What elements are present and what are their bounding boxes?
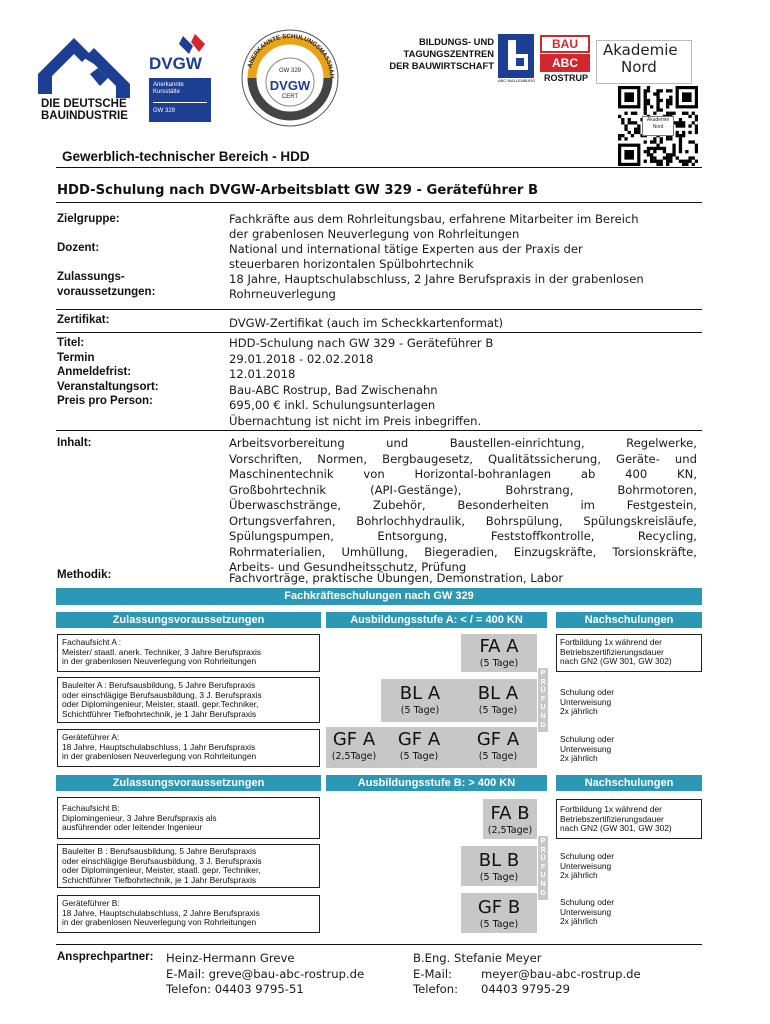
- inhalt-line8: Rohrmaterialien, Umhüllung, Biegeradien, Einzugskräfte, Torsionskräfte,: [229, 544, 697, 559]
- qr-badge-line1: Akademie: [646, 117, 670, 123]
- a-nach-row2: [560, 688, 614, 717]
- b-nach1-line1: Fortbildung 1x während der: [560, 804, 662, 814]
- a-pruefung-n: N: [540, 712, 546, 720]
- b-nach-row2: [560, 852, 614, 881]
- contact2-email-label: E-Mail:: [413, 966, 452, 981]
- b-row2-line2: oder einschlägige Berufsausbildung, 3 J. Berufspraxis: [62, 855, 262, 866]
- bauindustrie-line2: BAUINDUSTRIE: [41, 110, 128, 122]
- b-pruefung-strip: [538, 836, 548, 900]
- dvgw-logo: [143, 34, 215, 124]
- a-block-gf3: [460, 729, 536, 763]
- label-ansprechpartner: Ansprechpartner:: [57, 951, 154, 963]
- a-nach2-line1: Schulung oder: [560, 687, 615, 697]
- a-nach2-line3: 2x jährlich: [560, 706, 598, 717]
- b-row-fachaufsicht: [57, 797, 320, 839]
- value-zielgruppe: [229, 212, 639, 242]
- value-zertifikat: DVGW-Zertifikat (auch im Scheckkartenformat): [229, 316, 504, 330]
- a-gf2-label: GF A: [397, 729, 441, 750]
- house-roof-icon: [38, 34, 134, 100]
- b-row3-line2: 18 Jahre, Hauptschulabschluss, 2 Jahre Berufspraxis: [62, 907, 260, 918]
- b-row-bauleiter: [57, 844, 320, 888]
- a-nach3-line1: Schulung oder: [560, 734, 615, 744]
- inhalt-line7: Spülungspumpen, Entsorgung, Feststoffkontrolle, Recycling,: [229, 529, 697, 543]
- b-pruefung-u: U: [540, 872, 546, 880]
- a-block-fa: [461, 634, 537, 672]
- a-gf2-days: (5 Tage): [399, 751, 439, 762]
- value-dozent-line1: National und international tätige Experten aus der Praxis der: [229, 242, 583, 256]
- b-nach-row3: [560, 898, 614, 927]
- a-nach-row1: [556, 634, 702, 672]
- bau-abc-logo: [498, 34, 592, 86]
- a-row2-line4: Schichtführer Tiefbohrtechnik, je 1 Jahr Berufspraxis: [62, 708, 257, 719]
- a-nach3-line3: 2x jährlich: [560, 753, 598, 764]
- label-anmeldefrist: Anmeldefrist:: [57, 366, 132, 379]
- b-nach-row1: [556, 799, 702, 839]
- label-ort: Veranstaltungsort:: [57, 380, 159, 393]
- a-block-bl2: [459, 683, 537, 717]
- b-header-stufe: Ausbildungsstufe B: > 400 KN: [326, 775, 547, 791]
- a-pruefung-p: P: [540, 670, 546, 677]
- a-pruefung-f: F: [540, 695, 546, 703]
- a-block-gf2: [386, 729, 452, 763]
- dvgw-wordmark: DVGW: [149, 54, 202, 73]
- a-bl2-label: BL A: [477, 683, 519, 704]
- b-fa-days: (2,5Tage): [487, 825, 533, 836]
- a-row2-line2: oder einschlägige Berufsausbildung, 3 J. Berufspraxis: [62, 689, 262, 700]
- details-values: [229, 336, 493, 430]
- a-row1-line1: Fachaufsicht A :: [62, 637, 122, 647]
- value-anmeldefrist: 12.01.2018: [229, 367, 296, 382]
- dvgw-badge-line3: GW 329: [153, 108, 176, 114]
- inhalt-line3: Maschinentechnik von Horizontal-bohranlagen ab 400 KN,: [229, 467, 697, 481]
- b-row3-line1: Geräteführer B:: [62, 898, 120, 908]
- b-pruefung-f: F: [540, 863, 546, 871]
- a-fa-days: (5 Tage): [479, 658, 519, 669]
- a-pruefung-strip: [538, 668, 548, 732]
- seal-brand-text: DVGW: [269, 78, 311, 93]
- b-nach2-line1: Schulung oder: [560, 851, 615, 861]
- a-row3-line3: in der grabenlosen Neuverlegung von Rohrleitungen: [62, 751, 257, 762]
- dvgw-badge: [149, 78, 211, 122]
- bauindustrie-line1: DIE DEUTSCHE: [41, 98, 127, 110]
- inhalt-line1: Arbeitsvorbereitung und Baustellen-einrichtung, Regelwerke,: [229, 436, 697, 450]
- a-nach1-line2: Betriebszertifizierungsdauer: [560, 646, 664, 657]
- chart-title-bar: Fachkräfteschulungen nach GW 329: [56, 588, 702, 605]
- b-row3-line3: in der grabenlosen Neuverlegung von Rohrleitungen: [62, 917, 257, 928]
- a-nach-row3: [560, 735, 614, 764]
- abc-square-icon: [498, 34, 534, 78]
- b-pruefung-r: R: [540, 846, 546, 854]
- value-dozent: [229, 242, 583, 272]
- inhalt-line2: Vorschriften, Normen, Bergbaugesetz, Qualitätssicherung, Geräte- und: [229, 451, 697, 466]
- inhalt-line4: Großbohrtechnik (API-Gestänge), Bohrstrang, Bohrmotoren,: [229, 482, 697, 497]
- a-bl1-label: BL A: [399, 683, 441, 704]
- contact2-phone-label: Telefon:: [413, 982, 459, 996]
- b-pruefung-p: P: [540, 838, 546, 845]
- a-nach1-line3: nach GN2 (GW 301, GW 302): [560, 656, 672, 667]
- a-gf3-label: GF A: [476, 729, 520, 750]
- label-zulassung-line1: Zulassungs-: [57, 271, 125, 283]
- contact1-email[interactable]: E-Mail: greve@bau-abc-rostrup.de: [166, 966, 365, 981]
- value-inhalt: [229, 436, 697, 576]
- b-pruefung-ue: Ü: [540, 855, 546, 863]
- a-pruefung-g: G: [540, 721, 546, 729]
- label-zulassung: [57, 270, 155, 300]
- a-row1-line3: in der grabenlosen Neuverlegung von Rohrleitungen: [62, 656, 257, 667]
- contact2-email[interactable]: meyer@bau-abc-rostrup.de: [481, 966, 641, 981]
- a-nach2-line2: Unterweisung: [560, 696, 612, 707]
- label-titel: Titel:: [57, 337, 85, 349]
- label-zielgruppe: Zielgruppe:: [57, 213, 120, 225]
- b-row1-line1: Fachaufsicht B:: [62, 803, 120, 813]
- abc-sub-text: ABC WALLENBURG: [498, 78, 536, 83]
- b-bl-days: (5 Tage): [479, 872, 519, 883]
- b-block-fa: [483, 799, 537, 839]
- dvgw-cert-seal: [240, 28, 340, 128]
- b-nach3-line1: Schulung oder: [560, 897, 615, 907]
- a-row3-line1: Geräteführer A:: [62, 732, 120, 742]
- b-row2-line4: Schichtführer Tiefbohrtechnik, je 1 Jahr Berufspraxis: [62, 874, 257, 885]
- a-pruefung-r: R: [540, 678, 546, 686]
- seal-gw-text: GW 329: [278, 68, 301, 74]
- a-row-geraetefuehrer: [57, 729, 320, 767]
- value-zulassung-line1: 18 Jahre, Hauptschulabschluss, 2 Jahre Berufspraxis in der grabenlosen: [229, 272, 644, 286]
- bildung-line1: BILDUNGS- UND: [419, 36, 494, 47]
- contact-person-2: [413, 951, 641, 998]
- b-nach1-line2: Betriebszertifizierungsdauer: [560, 813, 664, 824]
- label-preis: Preis pro Person:: [57, 395, 153, 408]
- dvgw-badge-line1: Anerkannte: [153, 82, 184, 88]
- b-nach3-line3: 2x jährlich: [560, 916, 598, 927]
- b-bl-label: BL B: [478, 850, 520, 871]
- dvgw-badge-line2: Kursstätte: [153, 89, 181, 95]
- value-zielgruppe-line1: Fachkräfte aus dem Rohrleitungsbau, erfahrene Mitarbeiter im Bereich: [229, 212, 639, 226]
- b-block-gf: [461, 893, 537, 933]
- b-fa-label: FA B: [490, 803, 530, 824]
- value-preis: 695,00 € inkl. Schulungsunterlagen: [229, 398, 436, 413]
- b-header-nachschulung: Nachschulungen: [556, 775, 702, 791]
- a-pruefung-u: U: [540, 704, 546, 712]
- label-zertifikat: Zertifikat:: [57, 314, 110, 326]
- a-row2-line1: Bauleiter A : Berufsausbildung, 5 Jahre Berufspraxis: [62, 680, 256, 690]
- label-dozent: Dozent:: [57, 242, 100, 254]
- a-bl1-days: (5 Tage): [400, 705, 440, 716]
- abc-rostrup-text: ROSTRUP: [543, 73, 588, 83]
- b-nach3-line2: Unterweisung: [560, 906, 612, 917]
- seal-ring-text: ANERKANNTE SCHULUNGSMASSNAH: [246, 32, 336, 79]
- b-block-bl: [461, 846, 537, 886]
- b-row1-line3: ausführender oder leitender Ingenieur: [62, 822, 203, 833]
- contact2-name: B.Eng. Stefanie Meyer: [413, 951, 542, 965]
- contact1-name: Heinz-Hermann Greve: [166, 951, 295, 965]
- akademie-line1: Akademie: [603, 41, 678, 59]
- b-gf-days: (5 Tage): [479, 919, 519, 930]
- contact-person-1: [166, 951, 364, 998]
- b-row2-line3: oder Diplomingenieur, Meister, staatl. gepr. Techniker,: [62, 865, 261, 876]
- a-row2-line3: oder Diplomingenieur, Meister, staatl. gepr.Techniker,: [62, 699, 259, 710]
- contact1-phone: Telefon: 04403 9795-51: [166, 982, 304, 996]
- b-pruefung-n: N: [540, 880, 546, 888]
- b-nach2-line2: Unterweisung: [560, 860, 612, 871]
- seal-cert-text: CERT: [281, 94, 299, 100]
- a-block-bl1: [381, 683, 459, 717]
- a-header-stufe: Ausbildungsstufe A: < / = 400 KN: [326, 612, 547, 628]
- value-termin: 29.01.2018 - 02.02.2018: [229, 351, 374, 366]
- label-inhalt: Inhalt:: [57, 437, 92, 449]
- b-row1-line2: Diplomingenieur, 3 Jahre Berufspraxis als: [62, 812, 217, 823]
- a-header-nachschulung: Nachschulungen: [556, 612, 702, 628]
- a-bl2-days: (5 Tage): [478, 705, 518, 716]
- page-title: HDD-Schulung nach DVGW-Arbeitsblatt GW 329 - Geräteführer B: [57, 183, 539, 198]
- label-methodik: Methodik:: [57, 569, 112, 581]
- a-row3-line2: 18 Jahre, Hauptschulabschluss, 1 Jahr Berufspraxis: [62, 741, 256, 752]
- a-block-gf1: [326, 729, 382, 763]
- value-zielgruppe-line2: der grabenlosen Neuverlegung von Rohrleitungen: [229, 227, 520, 241]
- bauindustrie-logo: [38, 34, 138, 126]
- abc-bau-text: BAU: [540, 35, 590, 53]
- dvgw-flame-icon: [149, 34, 209, 56]
- bildungszentren-text: [388, 36, 494, 72]
- value-titel: HDD-Schulung nach GW 329 - Geräteführer B: [229, 336, 494, 350]
- a-gf1-label: GF A: [332, 729, 376, 750]
- a-fa-label: FA A: [479, 636, 519, 657]
- b-pruefung-g: G: [540, 889, 546, 897]
- bildung-line3: DER BAUWIRTSCHAFT: [389, 60, 494, 71]
- abc-abc-text: ABC: [540, 54, 590, 72]
- b-row-geraetefuehrer: [57, 895, 320, 933]
- qr-center-badge: [642, 116, 674, 136]
- a-row-bauleiter: [57, 677, 320, 723]
- label-termin: Termin: [57, 351, 95, 364]
- section-heading: Gewerblich-technischer Bereich - HDD: [62, 149, 310, 164]
- value-dozent-line2: steuerbaren horizontalen Spülbohrtechnik: [229, 257, 474, 271]
- b-nach2-line3: 2x jährlich: [560, 870, 598, 881]
- value-zulassung: [229, 272, 644, 302]
- b-nach1-line3: nach GN2 (GW 301, GW 302): [560, 823, 672, 834]
- a-pruefung-ue: Ü: [540, 687, 546, 695]
- qr-badge-line2: Nord: [652, 124, 664, 130]
- contact2-phone: 04403 9795-29: [481, 982, 571, 996]
- qr-code[interactable]: [618, 86, 698, 166]
- value-methodik: Fachvorträge, praktische Übungen, Demonstration, Labor: [229, 571, 564, 585]
- akademie-line2: Nord: [621, 58, 657, 76]
- inhalt-line9: Arbeits- und Gesundheitsschutz, Prüfung: [229, 560, 467, 574]
- b-gf-label: GF B: [477, 897, 521, 918]
- b-row2-line1: Bauleiter B : Berufsausbildung, 5 Jahre Berufspraxis: [62, 846, 257, 856]
- label-zulassung-line2: voraussetzungen:: [57, 286, 156, 298]
- akademie-nord-logo: [596, 40, 692, 84]
- a-row-fachaufsicht: [57, 634, 320, 672]
- a-row1-line2: Meister/ staatl. anerk. Techniker, 3 Jahre Berufspraxis: [62, 646, 262, 657]
- inhalt-line5: Überwaschstränge, Zubehör, Besonderheiten im Festgestein,: [229, 498, 697, 512]
- a-nach1-line1: Fortbildung 1x während der: [560, 637, 662, 647]
- details-labels: [57, 336, 159, 409]
- a-gf3-days: (5 Tage): [478, 751, 518, 762]
- value-zulassung-line2: Rohrneuverlegung: [229, 287, 336, 301]
- bildung-line2: TAGUNGSZENTREN: [403, 48, 494, 59]
- b-header-zulassung: Zulassungsvoraussetzungen: [56, 775, 321, 791]
- inhalt-line6: Ortungsverfahren, Bohrlochhydraulik, Bohrspülung, Spülungskreisläufe,: [229, 513, 697, 528]
- a-nach3-line2: Unterweisung: [560, 743, 612, 754]
- value-ort: Bau-ABC Rostrup, Bad Zwischenahn: [229, 382, 438, 397]
- value-preis-note: Übernachtung ist nicht im Preis inbegriffen.: [229, 413, 482, 428]
- a-header-zulassung: Zulassungsvoraussetzungen: [56, 612, 321, 628]
- a-gf1-days: (2,5Tage): [331, 751, 377, 762]
